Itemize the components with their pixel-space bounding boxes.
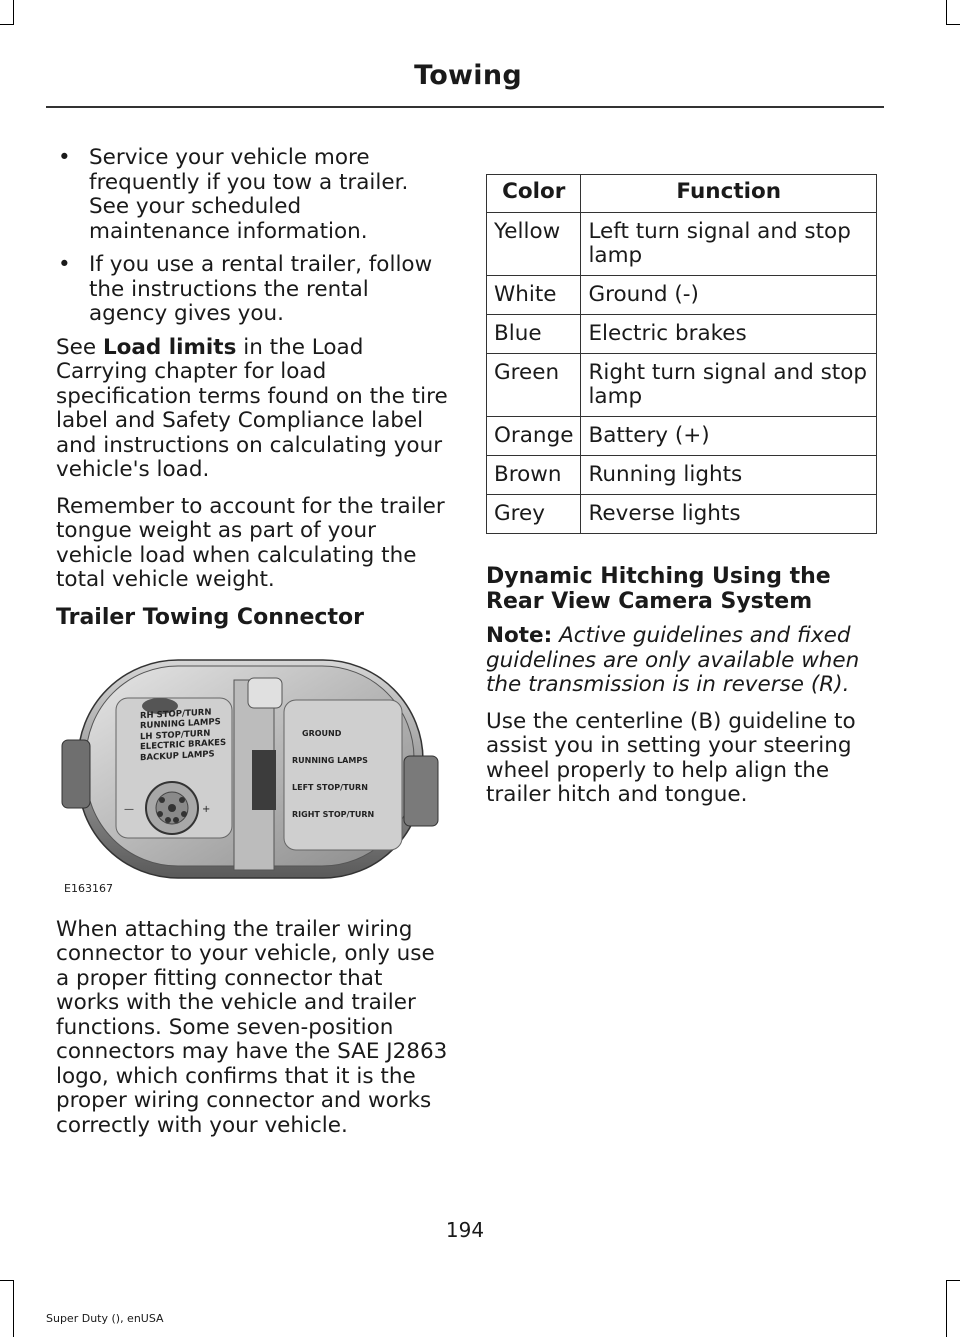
crop-mark [946,0,947,24]
table-cell: Brown [487,456,581,495]
crop-mark [13,0,14,24]
table-cell: White [487,276,581,315]
crop-mark [946,24,960,25]
section-heading: Trailer Towing Connector [56,604,364,630]
wire-color-table [486,174,877,534]
table-header-row [487,175,877,213]
table-cell: Electric brakes [581,315,877,354]
connector-label: LH STOP/TURN [140,727,211,742]
crop-mark [0,1280,14,1281]
connector-labels-right [292,720,374,828]
section-heading: Dynamic Hitching Using the Rear View Camera System [486,564,831,614]
load-limits-link[interactable]: Load limits [102,334,237,360]
table-cell: Right turn signal and stop lamp [581,354,877,417]
column-header: Function [581,175,877,213]
connector-label: RUNNING LAMPS [292,755,368,765]
table-row [487,495,877,534]
table-cell: Reverse lights [581,495,877,534]
plus-symbol: + [202,803,211,815]
crop-mark [13,1280,14,1337]
column-header: Color [487,175,581,213]
connector-label: ELECTRIC BRAKES [140,737,227,752]
bullet-item: • Service your vehicle more frequently if you tow a trailer. See your scheduled maintenance information. [56,146,448,244]
connector-label: GROUND [302,728,342,738]
table-cell: Yellow [487,213,581,276]
minus-symbol: — [124,803,134,815]
connector-label: BACKUP LAMPS [140,748,215,763]
note-text: Active guidelines and fixed guidelines are only available when the transmission is in reverse (R). [486,623,860,697]
connector-label: LEFT STOP/TURN [292,782,368,792]
crop-mark [0,24,14,25]
crop-mark [946,1280,947,1337]
connector-paragraph: When attaching the trailer wiring connector to your vehicle, only use a proper fitting connector that works with the vehicle and trailer functions. Some seven-position connectors may have the SAE J2863 logo, which confirms that it is the proper wiring connector and works correctly with your vehicle. [56,916,448,1138]
table-row [487,354,877,417]
right-column [486,146,878,820]
footer-text: Super Duty (), enUSA [46,1312,164,1325]
load-limits-paragraph [56,336,448,483]
table-cell: Left turn signal and stop lamp [581,213,877,276]
connector-figure [56,640,448,902]
table-row [487,213,877,276]
page-title: Towing [414,60,522,91]
bullet-item: • If you use a rental trailer, follow the instructions the rental agency gives you. [56,253,448,327]
table-cell: Blue [487,315,581,354]
note-label: Note: [486,623,553,648]
table-cell: Running lights [581,456,877,495]
crop-mark [946,1280,960,1281]
table-cell: Ground (-) [581,276,877,315]
text-span: in the Load Carrying chapter for load specification terms found on the tire label and Safety Compliance label and instructions on calculating your vehicle's load. [56,334,448,482]
tongue-weight-paragraph: Remember to account for the trailer tongue weight as part of your vehicle load when calculating the total vehicle weight. [56,493,445,592]
page-number: 194 [445,1218,485,1242]
table-cell: Orange [487,417,581,456]
centerline-paragraph: Use the centerline (B) guideline to assist you in setting your steering wheel properly to help align the trailer hitch and tongue. [486,708,856,807]
table-row [487,417,877,456]
connector-label: RUNNING LAMPS [140,716,221,732]
header-divider [46,106,884,108]
figure-code: E163167 [64,882,113,895]
table-row [487,276,877,315]
table-row [487,456,877,495]
trailer-connector-illustration [56,640,448,902]
table-cell: Grey [487,495,581,534]
table-cell: Green [487,354,581,417]
connector-label: RH STOP/TURN [140,707,212,721]
note-paragraph [486,624,878,698]
connector-label: RIGHT STOP/TURN [292,809,375,819]
left-column [56,146,448,1150]
bullet-list [56,146,448,327]
connector-labels-left [140,706,226,763]
table-row [487,315,877,354]
text-span: See [56,334,103,360]
table-cell: Battery (+) [581,417,877,456]
